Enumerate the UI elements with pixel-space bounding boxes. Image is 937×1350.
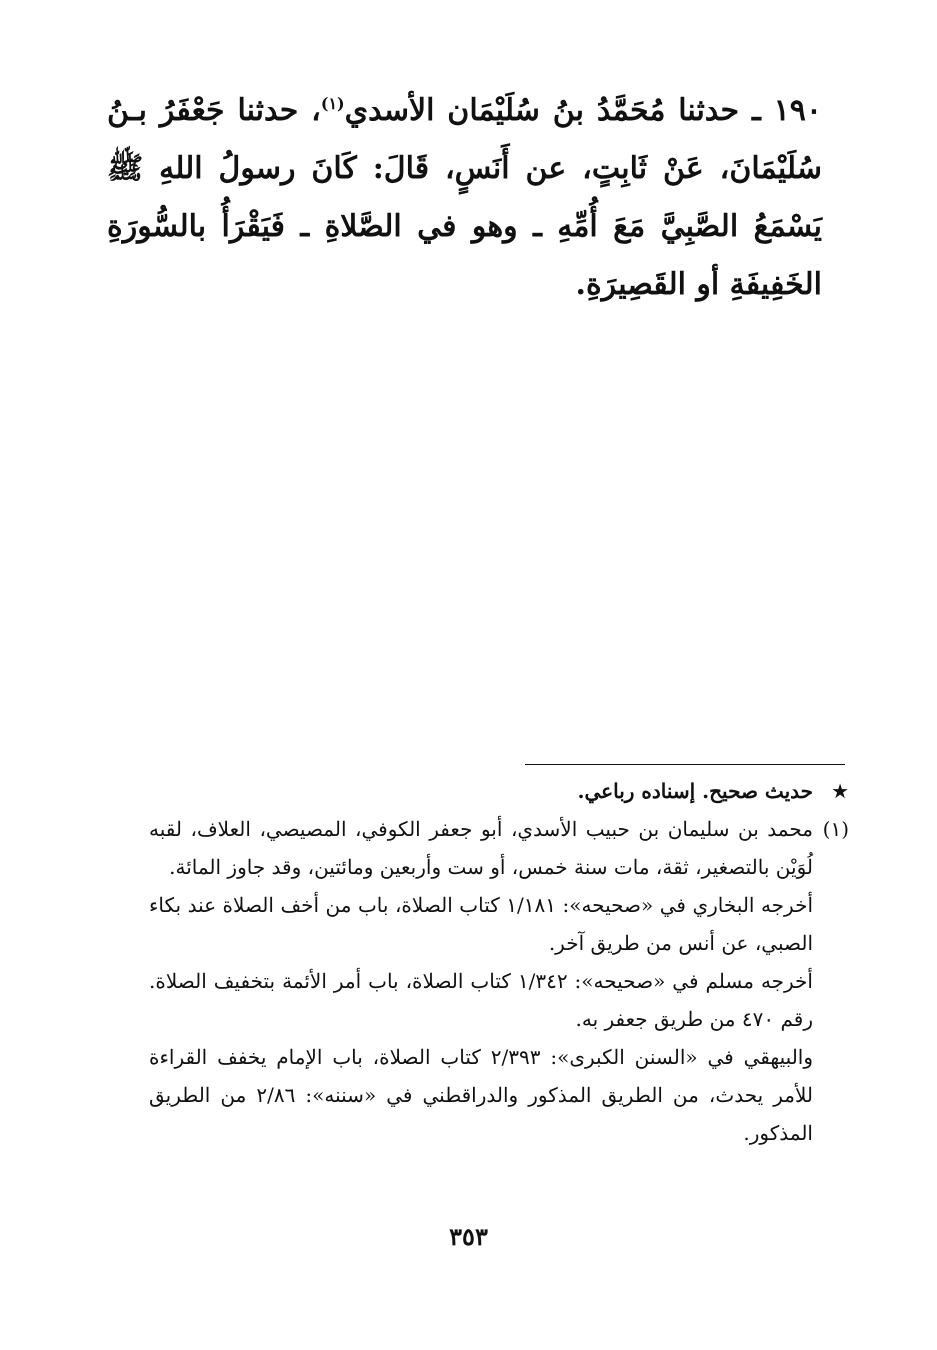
grading-note [149,772,849,810]
footnote-1-muslim-source: أخرجه مسلم في «صحيحه»: ١/٣٤٢ كتاب الصلاة، باب أمر الأئمة بتخفيف الصلاة. رقم ٤٧٠ من طريق جعفر به. [149,969,813,1031]
hadith-dash: ـ [751,93,761,128]
star-icon: ★ [831,779,849,803]
footnotes-section [149,772,849,1152]
hadith-text-after-ref: ، حدثنا جَعْفَرُ بـنُ سُلَيْمَانَ، عَنْ ثَابِتٍ، عن أَنَسٍ، قَالَ: كَانَ رسولُ اللهِ ﷺ يَسْمَعُ الصَّبِيَّ مَعَ أُمِّهِ ـ وهو في الصَّلاةِ ـ فَيَقْرَأُ بالسُّورَةِ الخَفِيفَةِ أو القَصِيرَةِ. [107,93,822,302]
footnote-1-bukhari-source: أخرجه البخاري في «صحيحه»: ١/١٨١ كتاب الصلاة، باب من أخف الصلاة عند بكاء الصبي، عن أنس من طريق آخر. [149,893,813,955]
footnote-1 [149,810,849,886]
page-number: ٣٥٣ [449,1222,488,1251]
footnote-1-marker: (١) [822,817,849,841]
footnote-1-bayhaqi-source: والبيهقي في «السنن الكبرى»: ٢/٣٩٣ كتاب الصلاة، باب الإمام يخفف القراءة للأمر يحدث، من الطريق المذكور والدراقطني في «سننه»: ٢/٨٦ من الطريق المذكور. [149,1045,813,1145]
hadith-number: ١٩٠ [773,93,822,128]
footnote-reference[interactable]: (١) [320,94,345,113]
hadith-text-before-ref: حدثنا مُحَمَّدُ بنُ سُلَيْمَان الأسدي [344,93,740,128]
footnote-separator [525,764,845,765]
hadith-grading: حديث صحيح. إسناده رباعي. [577,779,813,803]
footnote-1-narrator-bio: محمد بن سليمان بن حبيب الأسدي، أبو جعفر الكوفي، المصيصي، العلاف، لقبه لُوَيْن بالتصغير، ثقة، مات سنة خمس، أو ست وأربعين ومائتين، وقد جاوز المائة. [149,817,813,879]
hadith-text [107,82,822,314]
